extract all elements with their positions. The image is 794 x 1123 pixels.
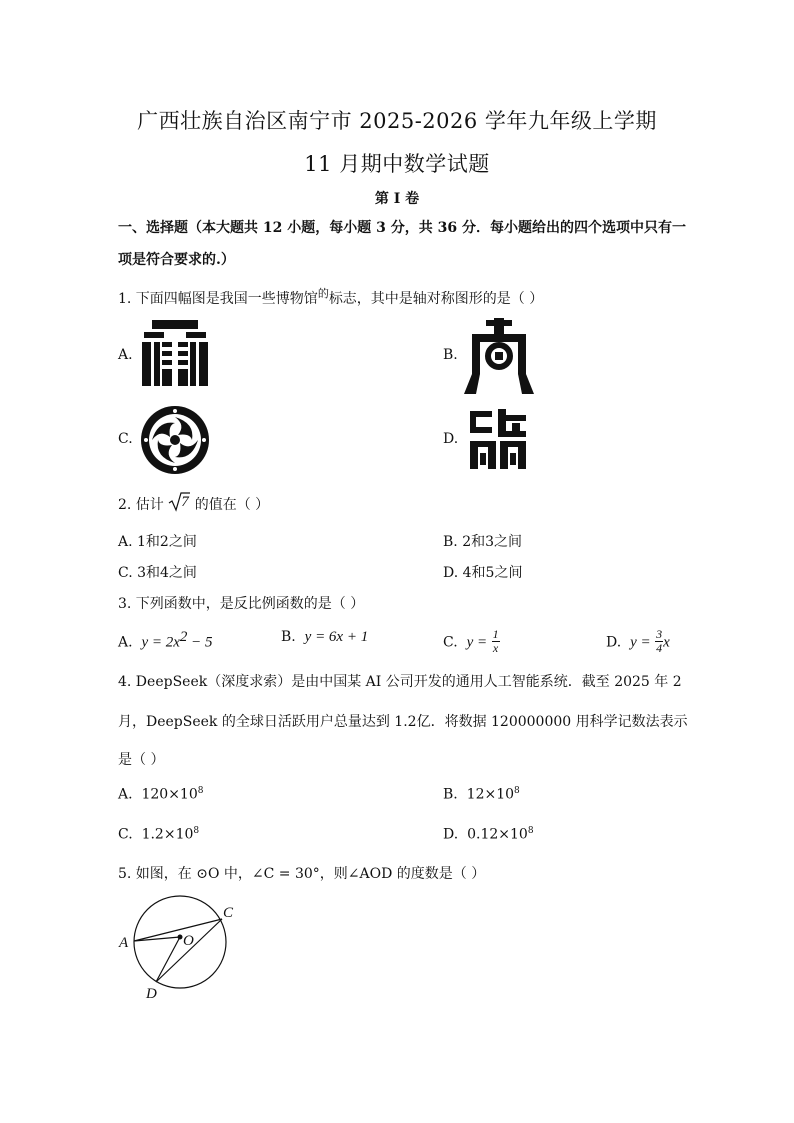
q3-option-b-label: B. — [281, 629, 296, 645]
circle-o — [134, 896, 226, 988]
q1-stem-note: 的 — [317, 287, 329, 300]
museum-logo-b-image — [464, 318, 534, 394]
q3-option-d-numerator: 3 — [656, 627, 663, 641]
q3-option-c-fraction — [492, 628, 500, 655]
q1-stem — [118, 288, 543, 308]
q3-option-d-denominator: 4 — [656, 641, 663, 655]
q4-option-c-base: 1.2×10 — [141, 826, 194, 843]
section-heading-line1: 一、选择题（本大题共 12 小题，每小题 3 分，共 36 分．每小题给出的四个选项中只有一 — [118, 220, 686, 236]
q4-option-d — [443, 826, 534, 843]
section-heading-line2: 项是符合要求的.） — [118, 252, 235, 268]
q3-option-a-label: A. — [118, 634, 133, 651]
q2-stem-part1: 2. 估计 — [118, 497, 164, 513]
q4-option-b-exponent: 8 — [514, 786, 520, 796]
q1-label-a: A. — [118, 347, 133, 363]
q3-option-d-fraction — [655, 628, 663, 655]
q4-option-a — [118, 786, 203, 803]
q3-option-b — [281, 629, 368, 646]
q4-option-c-label: C. — [118, 826, 133, 843]
volume-heading: 第 I 卷 — [374, 191, 420, 207]
q4-option-d-base: 0.12×10 — [467, 826, 528, 843]
document-title-line2: 11 月期中数学试题 — [304, 152, 490, 176]
q4-option-d-exponent: 8 — [527, 826, 534, 836]
q3-option-d-x: x — [663, 634, 670, 651]
museum-logo-d-image — [466, 407, 530, 471]
q1-label-d: D. — [443, 431, 459, 447]
q3-stem: 3. 下列函数中，是反比例函数的是（ ） — [118, 596, 365, 612]
q4-option-b-base: 12×10 — [466, 786, 515, 803]
q3-option-a-tail: − 5 — [187, 634, 213, 651]
q4-option-b — [443, 786, 520, 803]
document-title-line1: 广西壮族自治区南宁市 2025-2026 学年九年级上学期 — [137, 109, 657, 133]
center-point — [178, 935, 183, 940]
q4-option-c-exponent: 8 — [193, 826, 200, 836]
q3-option-a-rhs: = 2x — [148, 634, 180, 651]
q3-option-a — [118, 629, 213, 652]
q2-stem-part2: 的值在（ ） — [194, 497, 270, 513]
point-label-a: A — [119, 935, 129, 951]
point-label-o: O — [183, 933, 194, 949]
q4-option-a-base: 120×10 — [141, 786, 198, 803]
q2-option-c: C. 3和4之间 — [118, 565, 197, 581]
q3-option-d-label: D. — [606, 634, 622, 651]
q1-label-b: B. — [443, 347, 458, 363]
q3-option-c-numerator: 1 — [492, 627, 499, 641]
q1-stem-part1: 1. 下面四幅图是我国一些博物馆 — [118, 291, 318, 307]
q3-option-c-denominator: x — [492, 641, 499, 655]
circle-geometry-figure — [112, 895, 252, 1005]
segment-od — [156, 937, 180, 982]
q3-option-c — [443, 629, 500, 656]
museum-logo-c-image — [140, 405, 210, 475]
q5-stem: 5. 如图，在 ⊙O 中，∠C = 30°，则∠AOD 的度数是（ ） — [118, 866, 486, 882]
q3-option-c-lhs: y = — [466, 634, 488, 651]
q2-option-a: A. 1和2之间 — [118, 534, 197, 550]
q3-option-d-lhs: y = — [630, 634, 651, 651]
q3-option-a-y: y — [141, 634, 149, 651]
q1-stem-part2: 标志，其中是轴对称图形的是（ ） — [328, 291, 544, 307]
q4-stem-line1: 4. DeepSeek（深度求索）是由中国某 AI 公司开发的通用人工智能系统．截至 2025 年 2 — [118, 674, 682, 690]
q4-option-a-label: A. — [118, 786, 133, 803]
q4-option-a-exponent: 8 — [197, 786, 204, 796]
radicand: 7 — [181, 494, 189, 510]
q2-option-b: B. 2和3之间 — [443, 534, 523, 550]
q3-option-c-label: C. — [443, 634, 458, 651]
museum-logo-a-image — [140, 318, 210, 390]
q3-option-b-formula: y = 6x + 1 — [304, 629, 369, 645]
q3-option-a-exponent: 2 — [179, 629, 188, 645]
q4-option-d-label: D. — [443, 826, 459, 843]
q4-stem-line2: 月，DeepSeek 的全球日活跃用户总量达到 1.2亿．将数据 120000000 用科学记数法表示 — [118, 714, 688, 730]
point-label-d: D — [146, 986, 157, 1002]
q2-option-d: D. 4和5之间 — [443, 565, 523, 581]
q3-option-d — [606, 629, 670, 656]
point-label-c: C — [223, 905, 234, 921]
q1-label-c: C. — [118, 431, 133, 447]
segment-cd — [156, 919, 222, 982]
sqrt-seven — [168, 494, 190, 512]
q4-stem-line3: 是（ ） — [118, 752, 165, 768]
q4-option-c — [118, 826, 199, 843]
q4-option-b-label: B. — [443, 786, 458, 803]
q2-stem — [118, 494, 269, 514]
